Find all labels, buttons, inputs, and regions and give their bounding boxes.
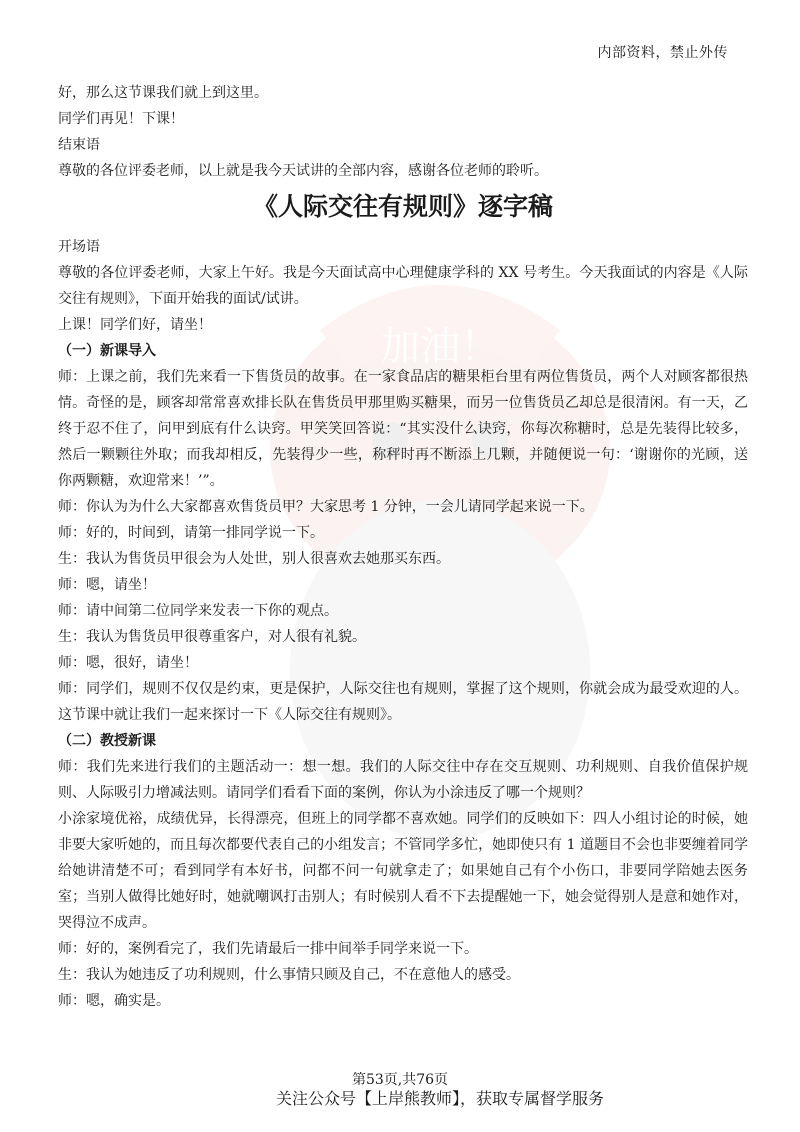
dialogue-line: 生：我认为她违反了功利规则，什么事情只顾及自己，不在意他人的感受。 — [58, 967, 520, 983]
dialogue-line: 师：好的，案例看完了，我们先请最后一排中间举手同学来说一下。 — [58, 941, 478, 957]
intro-line: 尊敬的各位评委老师，以上就是我今天试讲的全部内容，感谢各位老师的聆听。 — [58, 163, 548, 179]
intro-line: 同学们再见！下课！ — [58, 111, 184, 127]
dialogue-line: 师：你认为为什么大家都喜欢售货员甲？大家思考 1 分钟，一会儿请同学起来说一下。 — [58, 499, 594, 515]
opening-paragraph: 尊敬的各位评委老师，大家上午好。我是今天面试高中心理健康学科的 XX 号考生。今天我面试的内容是《人际交往有规则》，下面开始我的面试/试讲。 — [58, 265, 748, 307]
opening-label: 开场语 — [58, 239, 100, 255]
promo-text: 关注公众号【上岸熊教师】，获取专属督学服务 — [275, 1089, 604, 1108]
document-title: 《人际交往有规则》逐字稿 — [252, 192, 553, 221]
intro-line: 好，那么这节课我们就上到这里。 — [58, 85, 268, 101]
watermark-text: 加油！ — [380, 324, 500, 370]
section-heading: （二）教授新课 — [58, 733, 156, 749]
dialogue-line: 生：我认为售货员甲很会为人处世，别人很喜欢去她那买东西。 — [58, 551, 450, 567]
page-footer — [0, 1072, 800, 1110]
case-paragraph: 小涂家境优裕，成绩优异，长得漂亮，但班上的同学都不喜欢她。同学们的反映如下：四人小组讨论的时候，她非要大家听她的，而且每次都要代表自己的小组发言；不管同学多忙，她即使只有 1 道题目不会也非要缠着同学给她讲清楚不可；看到同学有本好书，问都不问一句就拿走了；如果她自己有个小伤口，非要同学陪她去医务室；当别人做得比她好时，她就嘲讽打击别人；有时候别人看不下去提醒她一下，她会觉得别人是意和她作对，哭得泣不成声。 — [58, 811, 748, 931]
confidential-note: 内部资料，禁止外传 — [597, 45, 728, 61]
dialogue-line: 师：嗯，请坐！ — [58, 577, 156, 593]
document-body — [58, 80, 748, 1014]
dialogue-line: 师：嗯，很好，请坐！ — [58, 655, 198, 671]
intro-line: 结束语 — [58, 137, 100, 153]
page-number: 第53页,共76页 — [351, 1072, 449, 1088]
dialogue-line: 师：请中间第二位同学来发表一下你的观点。 — [58, 603, 338, 619]
dialogue-line: 师：嗯，确实是。 — [58, 993, 170, 1009]
dialogue-line: 师：我们先来进行我们的主题活动一：想一想。我们的人际交往中存在交互规则、功利规则、自我价值保护规则、人际吸引力增减法则。请同学们看看下面的案例，你认为小涂违反了哪一个规则？ — [58, 759, 748, 801]
dialogue-line: 师：上课之前，我们先来看一下售货员的故事。在一家食品店的糖果柜台里有两位售货员，两个人对顾客都很热情。奇怪的是，顾客却常常喜欢排长队在售货员甲那里购买糖果，而另一位售货员乙却总是很清闲。有一天，乙终于忍不住了，问甲到底有什么诀窍。甲笑笑回答说：“其实没什么诀窍，你每次称糖时，总是先装得比较多，然后一颗颗往外取；而我却相反，先装得少一些，称秤时再不断添上几颗，并随便说一句：‘谢谢你的光顾，送你两颗糖，欢迎常来！’”。 — [58, 369, 748, 489]
dialogue-line: 师：好的，时间到，请第一排同学说一下。 — [58, 525, 324, 541]
dialogue-line: 师：同学们，规则不仅仅是约束，更是保护，人际交往也有规则，掌握了这个规则，你就会成为最受欢迎的人。这节课中就让我们一起来探讨一下《人际交往有规则》。 — [58, 681, 748, 723]
section-heading: （一）新课导入 — [58, 343, 156, 359]
opening-paragraph: 上课！同学们好，请坐！ — [58, 317, 212, 333]
dialogue-line: 生：我认为售货员甲很尊重客户，对人很有礼貌。 — [58, 629, 366, 645]
